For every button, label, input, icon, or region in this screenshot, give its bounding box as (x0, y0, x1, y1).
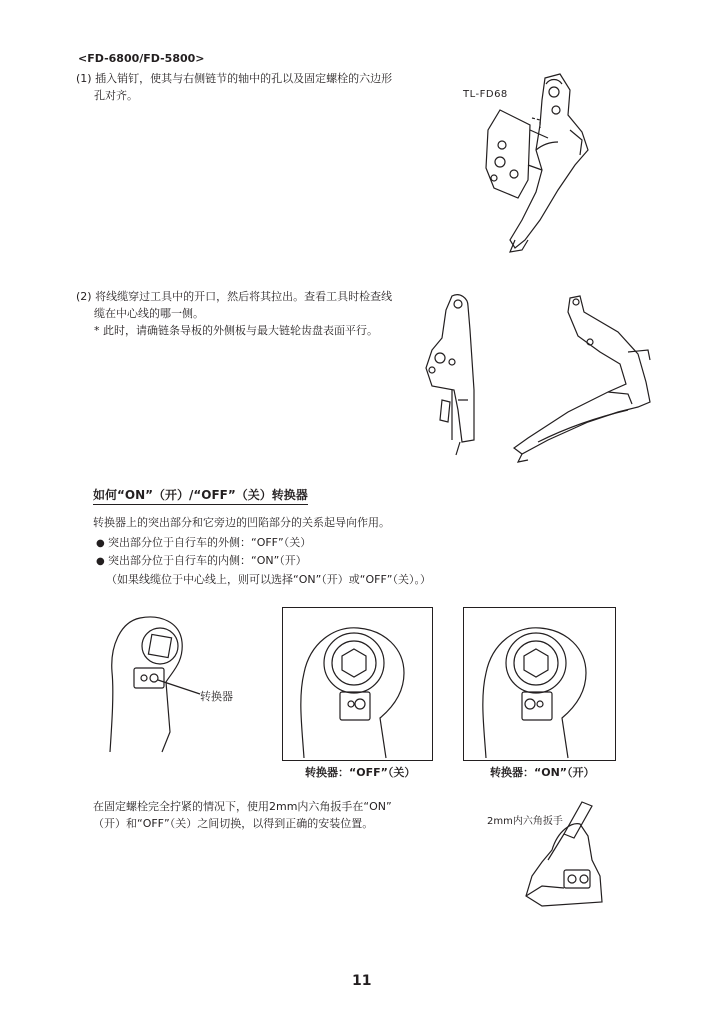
section-intro: 转换器上的突出部分和它旁边的凹陷部分的关系起导向作用。 (93, 516, 390, 529)
bullet-off-text: 突出部分位于自行车的外侧：“OFF”（关） (108, 536, 312, 549)
section-title: 如何“ON”（开）/“OFF”（关）转换器 (93, 486, 308, 505)
caption-on: 转换器：“ON”（开） (490, 766, 595, 779)
wrench-label: 2mm内六角扳手 (487, 816, 563, 827)
switch-off-illustration (296, 618, 416, 758)
step-2-line-2: 缆在中心线的哪一侧。 (94, 307, 204, 320)
caption-off: 转换器：“OFF”（关） (305, 766, 416, 779)
bullet-dot-icon: ● (96, 556, 105, 567)
tool-closeup-illustration (412, 290, 482, 460)
tool-label: TL-FD68 (463, 89, 508, 100)
step-1-line-1: (1) 插入销钉，使其与右侧链节的轴中的孔以及固定螺栓的六边形 (76, 72, 393, 85)
bullet-on (96, 552, 311, 570)
bullet-dot-icon: ● (96, 538, 105, 549)
step-1-text (76, 70, 416, 104)
step-2-note: * 此时，请确链条导板的外侧板与最大链轮齿盘表面平行。 (94, 324, 378, 337)
switch-overview-illustration (100, 612, 210, 757)
model-header: <FD-6800/FD-5800> (78, 52, 205, 65)
hex-wrench-illustration (522, 800, 612, 910)
switch-on-illustration (478, 618, 598, 758)
final-line-2: （开）和“OFF”（关）之间切换，以得到正确的安装位置。 (93, 817, 374, 830)
bullet-off (96, 534, 311, 552)
switch-label: 转换器 (200, 690, 233, 703)
center-line-note: （如果线缆位于中心线上，则可以选择“ON”（开）或“OFF”（关）。） (106, 573, 431, 586)
bullet-on-text: 突出部分位于自行车的内侧：“ON”（开） (108, 554, 307, 567)
derailleur-tool-illustration (470, 70, 620, 260)
step-2-line-1: (2) 将线缆穿过工具中的开口，然后将其拉出。查看工具时检查线 (76, 290, 393, 303)
page-number: 11 (352, 973, 372, 989)
step-1-line-2: 孔对齐。 (94, 89, 138, 102)
step-2-text (76, 288, 416, 339)
final-paragraph (93, 798, 392, 832)
final-line-1: 在固定螺栓完全拧紧的情况下，使用2mm内六角扳手在“ON” (93, 800, 392, 813)
bullet-list (96, 534, 311, 570)
derailleur-side-illustration (508, 292, 668, 462)
